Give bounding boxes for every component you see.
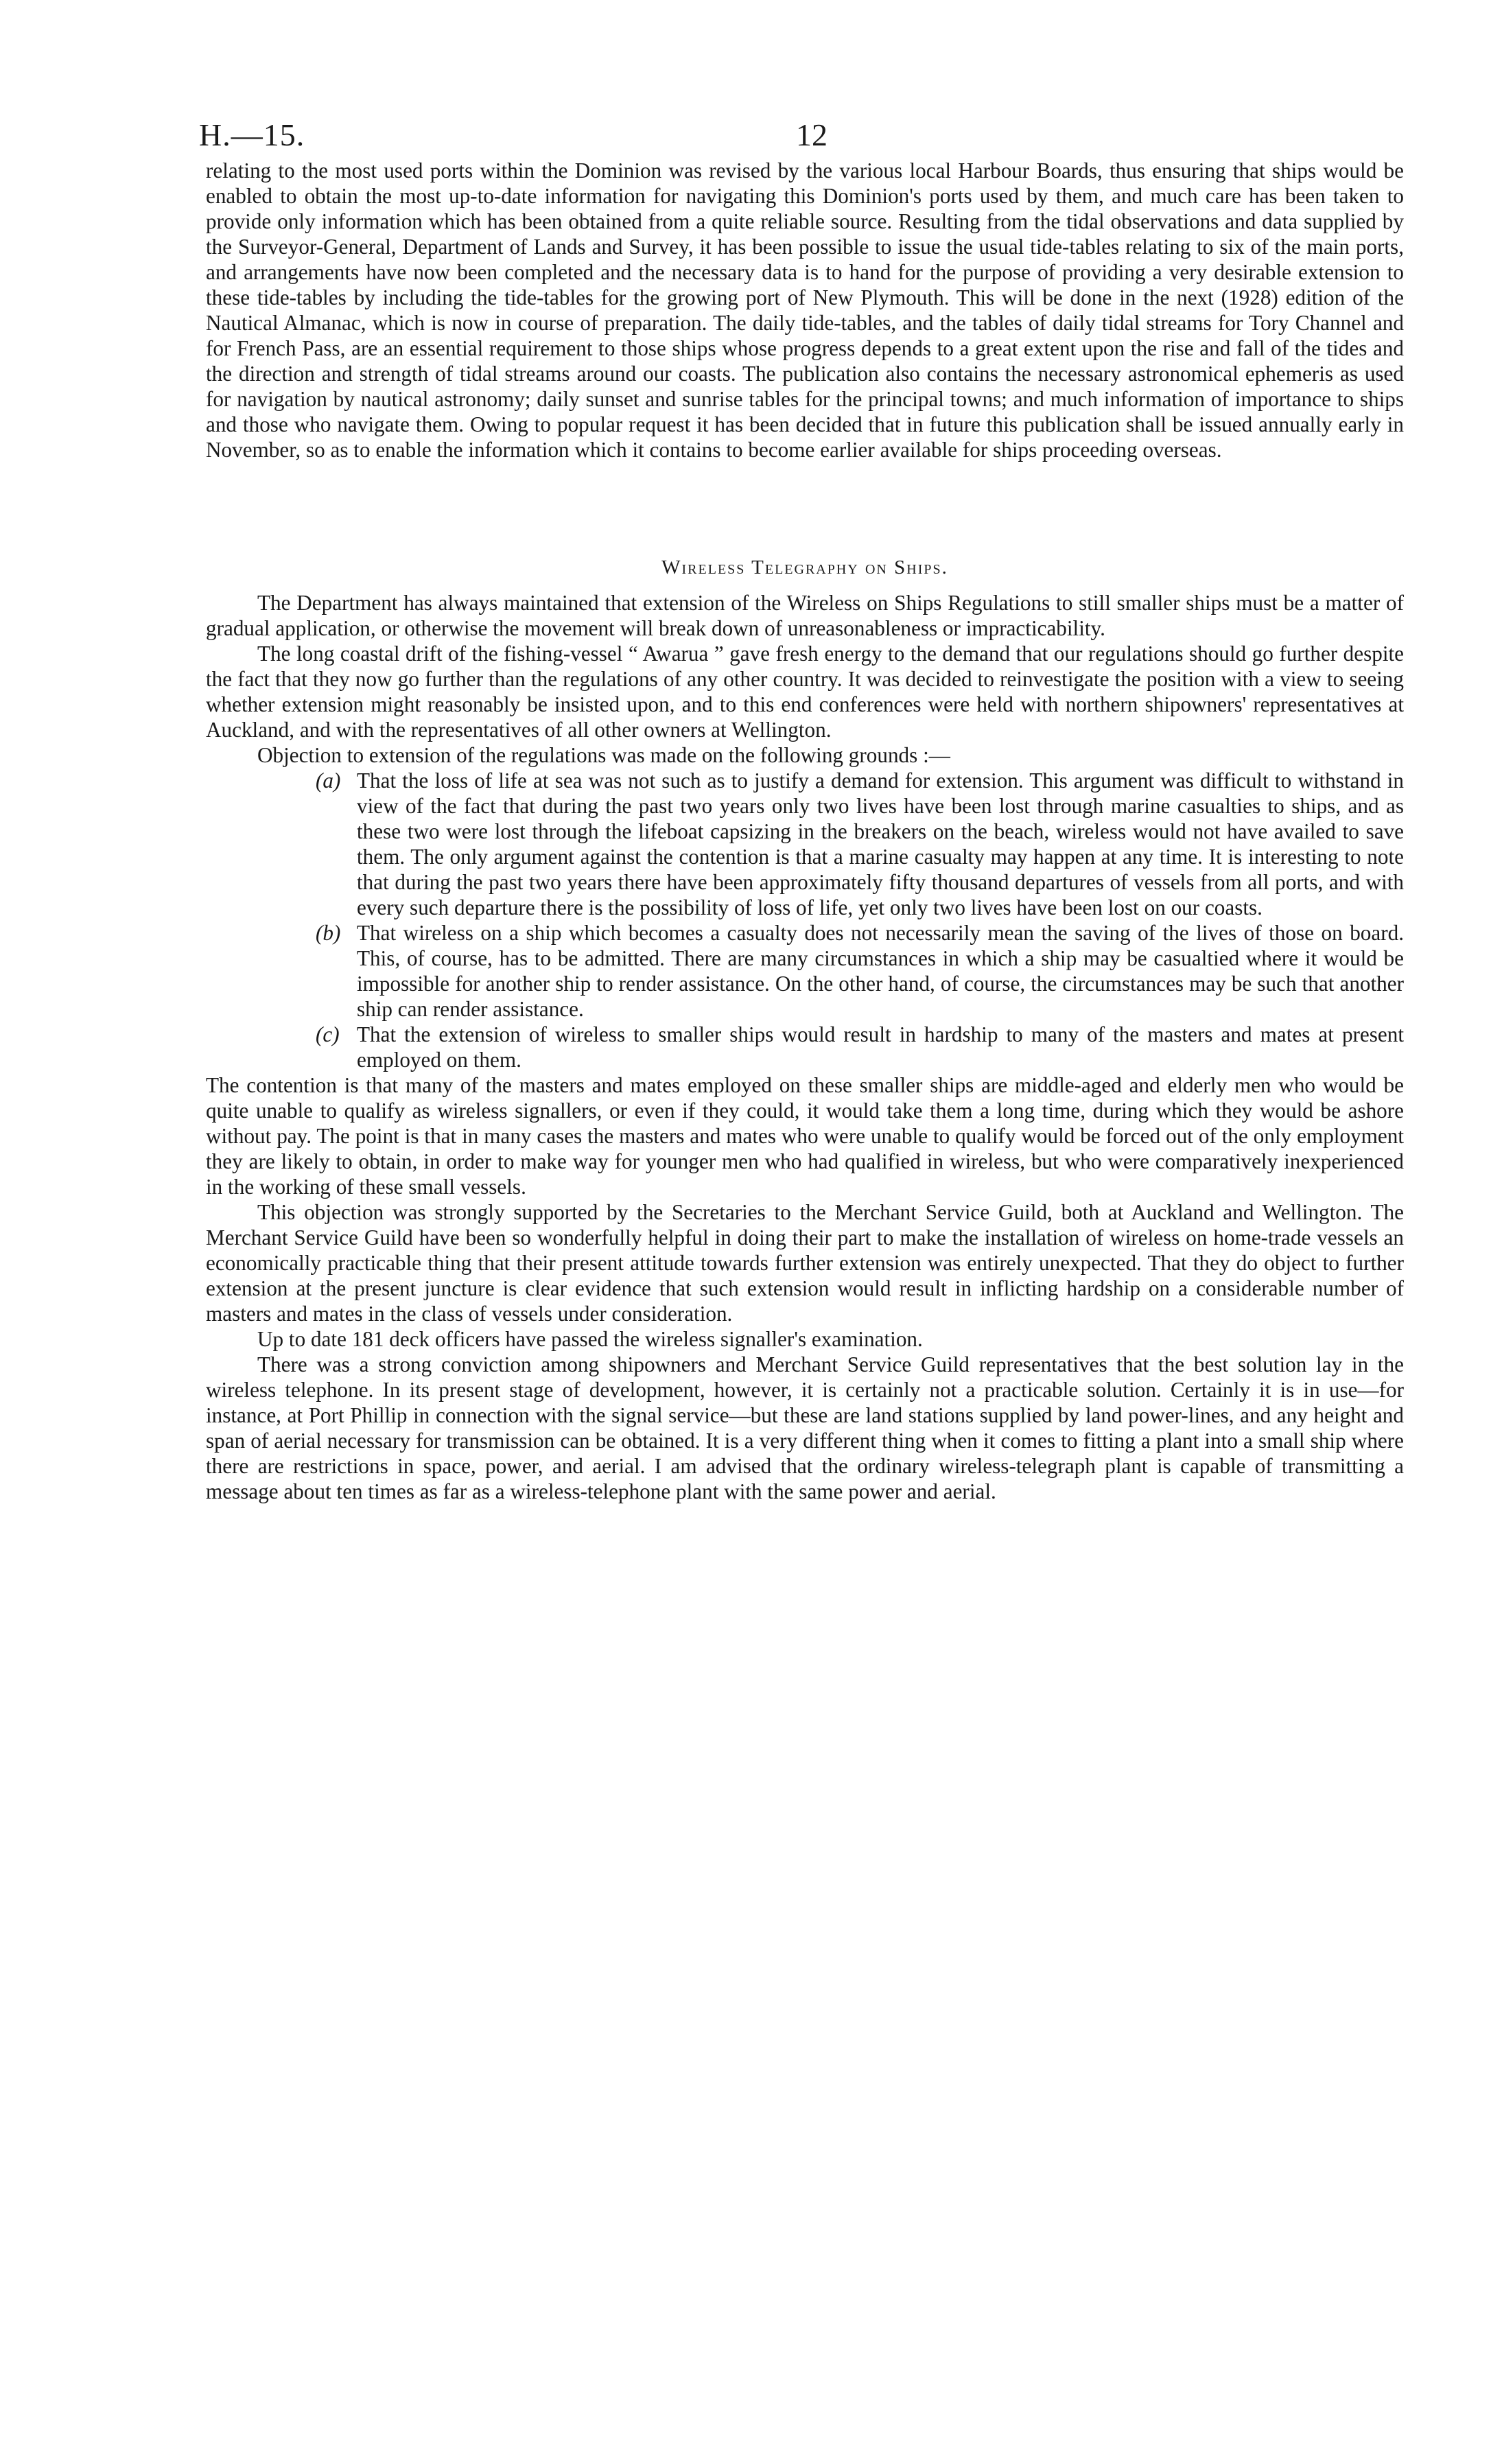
paragraph: The contention is that many of the masters and mates employed on these smaller ships are middle-aged and elderly men who would be quite unable to qualify as wireless signallers, or even if they could, it would take them a long time, during which they would be ashore without pay. The point is that in many cases the masters and mates who were unable to qualify would be forced out of the only employment they are likely to obtain, in order to make way for younger men who had qualified in wireless, but who were comparatively inexperienced in the working of these small vessels. [206, 1073, 1404, 1199]
paragraph: The long coastal drift of the fishing-vessel “ Awarua ” gave fresh energy to the demand that our regulations should go further despite the fact that they now go further than the regulations of any other country. It was decided to reinvestigate the position with a view to seeing whether extension might reasonably be insisted upon, and to this end conferences were held with northern shipowners' representatives at Auckland, and with the representatives of all other owners at Wellington. [206, 642, 1404, 742]
grounds-list [206, 768, 1404, 1072]
list-item-text: That wireless on a ship which becomes a casualty does not necessarily mean the saving of the lives of those on board. This, of course, has to be admitted. There are many circumstances in which a ship may be casualtied where it would be impossible for another ship to render assistance. On the other hand, of course, the circumstances may be such that another ship can render assistance. [357, 921, 1404, 1021]
opening-paragraph: relating to the most used ports within the Dominion was revised by the various local Harbour Boards, thus ensuring that ships would be enabled to obtain the most up-to-date information for navigating this Dominion's ports used by them, and much care has been taken to provide only information which has been obtained from a quite reliable source. Resulting from the tidal observations and data supplied by the Surveyor-General, Department of Lands and Survey, it has been possible to issue the usual tide-tables relating to six of the main ports, and arrangements have now been completed and the necessary data is to hand for the purpose of providing a very desirable extension to these tide-tables by including the tide-tables for the growing port of New Plymouth. This will be done in the next (1928) edition of the Nautical Almanac, which is now in course of preparation. The daily tide-tables, and the tables of daily tidal streams for Tory Channel and for French Pass, are an essential requirement to those ships whose progress depends to a great extent upon the rise and fall of the tides and the direction and strength of tidal streams around our coasts. The publication also contains the necessary astronomical ephemeris as used for navigation by nautical astronomy; daily sunset and sunrise tables for the principal towns; and much information of importance to ships and those who navigate them. Owing to popular request it has been decided that in future this publication shall be issued annually early in November, so as to enable the information which it contains to become earlier available for ships proceeding overseas. [206, 159, 1404, 462]
paragraph: Objection to extension of the regulations was made on the following grounds :— [257, 743, 950, 767]
list-item-text: That the extension of wireless to smaller ships would result in hardship to many of the masters and mates at present employed on them. [357, 1022, 1404, 1072]
document-page [199, 117, 1404, 1504]
section-heading: Wireless Telegraphy on Ships. [661, 556, 948, 578]
list-item [316, 920, 1404, 1022]
paragraph: Up to date 181 deck officers have passed the wireless signaller's examination. [257, 1327, 923, 1351]
list-item-text: That the loss of life at sea was not such as to justify a demand for extension. This argument was difficult to withstand in view of the fact that during the past two years only two lives have been lost through marine casualties to ships, and as these two were lost through the lifeboat capsizing in the breakers on the beach, wireless would not have availed to save them. The only argument against the contention is that a marine casualty may happen at any time. It is interesting to note that during the past two years there have been approximately fifty thousand departures of vessels from all ports, and with every such departure there is the possibility of loss of life, yet only two lives have been lost on our coasts. [357, 768, 1404, 919]
page-header [199, 117, 1404, 158]
list-item [316, 768, 1404, 920]
paragraph: This objection was strongly supported by the Secretaries to the Merchant Service Guild, both at Auckland and Wellington. The Merchant Service Guild have been so wonderfully helpful in doing their part to make the installation of wireless on home-trade vessels an economically practicable thing that their present attitude towards further extension was entirely unexpected. That they do object to further extension at the present juncture is clear evidence that such extension would result in inflicting hardship on a considerable number of masters and mates in the class of vessels under consideration. [206, 1200, 1404, 1326]
page-number: 12 [796, 117, 827, 152]
paragraph: There was a strong conviction among shipowners and Merchant Service Guild representatives that the best solution lay in the wireless telephone. In its present stage of development, however, it is certainly not a practicable solution. Certainly it is in use—for instance, at Port Phillip in connection with the signal service—but these are land stations supplied by land power-lines, and any height and span of aerial necessary for transmission can be obtained. It is a very different thing when it comes to fitting a plant into a small ship where there are restrictions in space, power, and aerial. I am advised that the ordinary wireless-telegraph plant is capable of transmitting a message about ten times as far as a wireless-telephone plant with the same power and aerial. [206, 1352, 1404, 1503]
body-text [206, 158, 1404, 1504]
list-item [316, 1022, 1404, 1072]
list-marker: (a) [316, 768, 341, 793]
list-marker: (c) [316, 1022, 340, 1046]
paragraph: The Department has always maintained that extension of the Wireless on Ships Regulations to still smaller ships must be a matter of gradual application, or otherwise the movement will break down of unreasonableness or impracticability. [206, 591, 1404, 640]
document-reference: H.—15. [199, 117, 305, 152]
list-marker: (b) [316, 921, 341, 945]
